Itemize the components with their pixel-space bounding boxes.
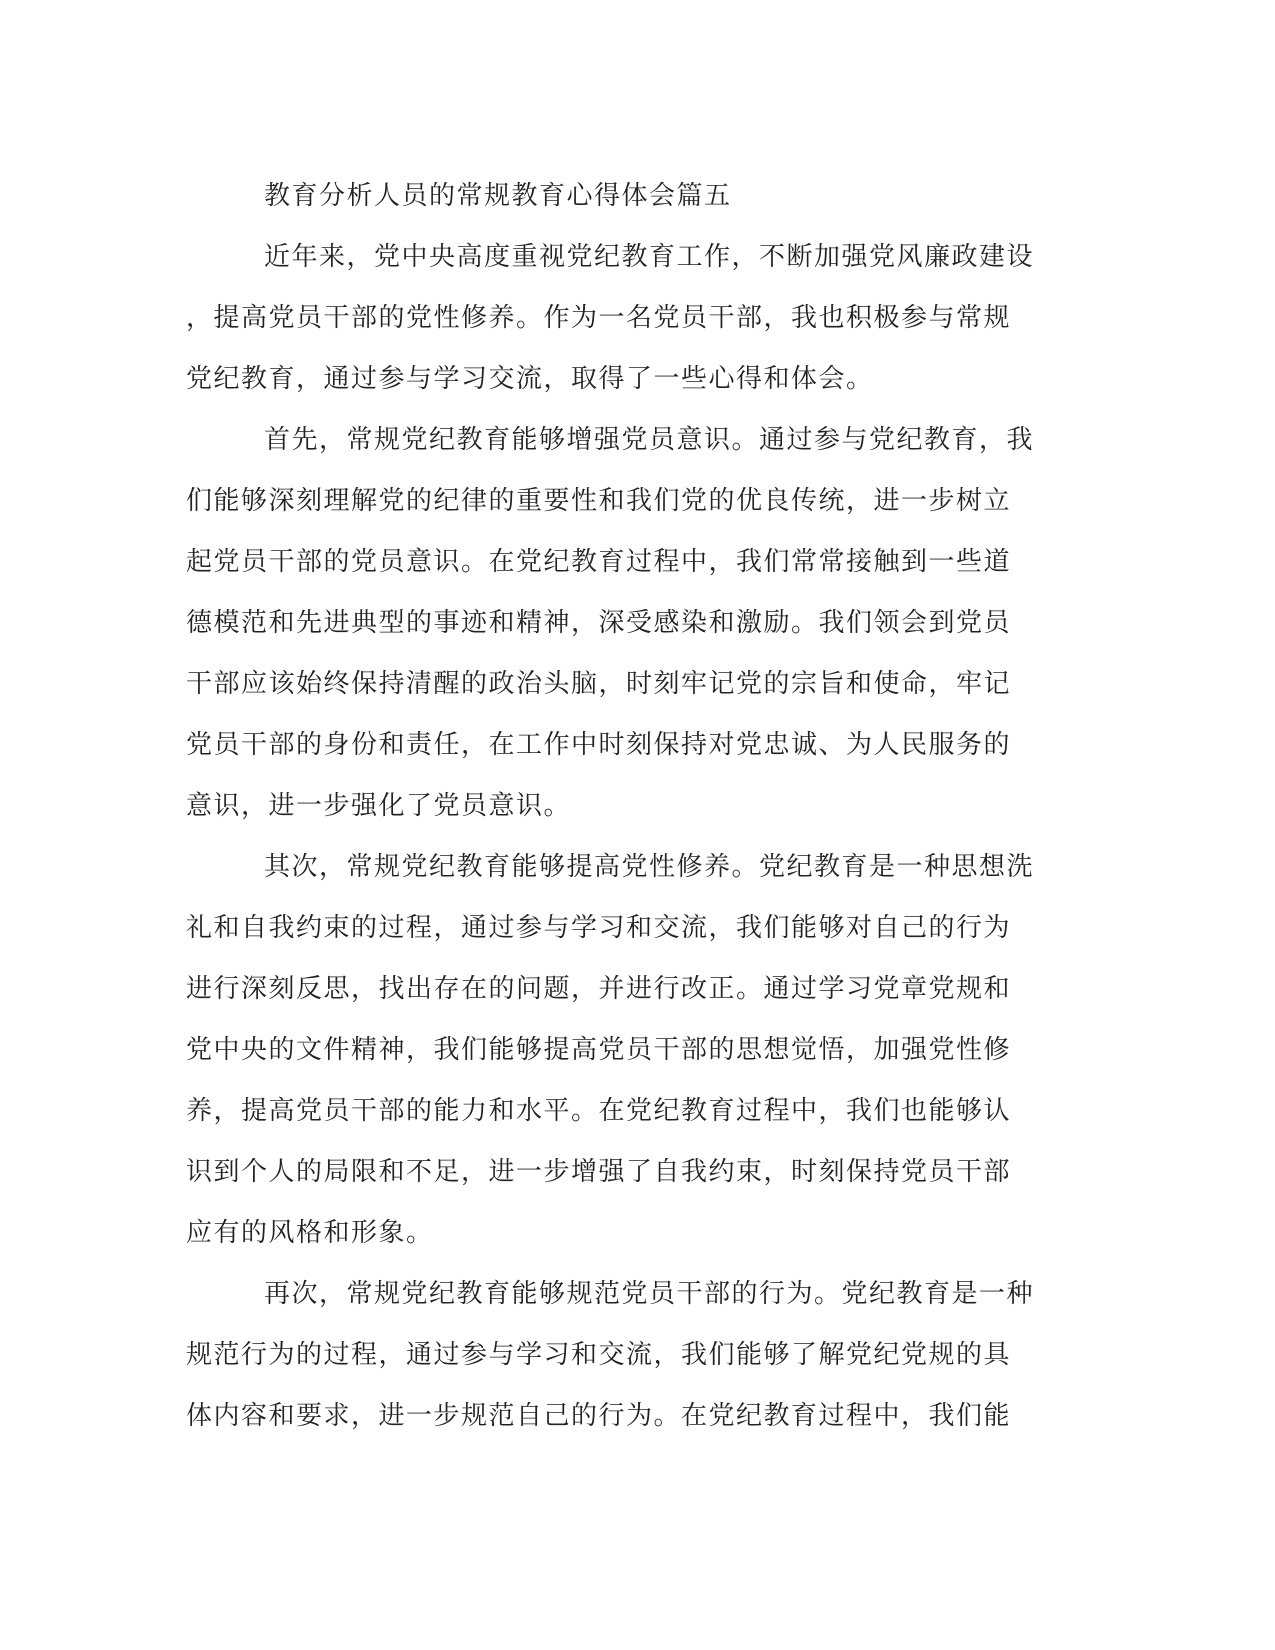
text-line: 干部应该始终保持清醒的政治头脑，时刻牢记党的宗旨和使命，牢记 (186, 669, 1012, 699)
text-line: 规范行为的过程，通过参与学习和交流，我们能够了解党纪党规的具 (186, 1340, 1012, 1370)
paragraph-2 (186, 410, 1076, 837)
text-line: 体内容和要求，进一步规范自己的行为。在党纪教育过程中，我们能 (186, 1401, 1012, 1431)
text-line: 识到个人的局限和不足，进一步增强了自我约束，时刻保持党员干部 (186, 1157, 1012, 1187)
text-line: 进行深刻反思，找出存在的问题，并进行改正。通过学习党章党规和 (186, 974, 1012, 1004)
text-line: ，提高党员干部的党性修养。作为一名党员干部，我也积极参与常规 (186, 303, 1012, 333)
paragraph-3 (186, 837, 1076, 1264)
text-line: 党员干部的身份和责任，在工作中时刻保持对党忠诚、为人民服务的 (186, 730, 1012, 760)
text-line: 近年来，党中央高度重视党纪教育工作，不断加强党风廉政建设 (264, 242, 1035, 272)
paragraph-1 (186, 227, 1076, 410)
paragraph-4 (186, 1264, 1076, 1447)
document-body (186, 166, 1076, 1447)
text-line: 起党员干部的党员意识。在党纪教育过程中，我们常常接触到一些道 (186, 547, 1012, 577)
text-line: 意识，进一步强化了党员意识。 (186, 791, 572, 821)
text-line: 德模范和先进典型的事迹和精神，深受感染和激励。我们领会到党员 (186, 608, 1012, 638)
text-line: 党纪教育，通过参与学习交流，取得了一些心得和体会。 (186, 364, 874, 394)
text-line: 礼和自我约束的过程，通过参与学习和交流，我们能够对自己的行为 (186, 913, 1012, 943)
text-line: 再次，常规党纪教育能够规范党员干部的行为。党纪教育是一种 (264, 1279, 1035, 1309)
text-line: 其次，常规党纪教育能够提高党性修养。党纪教育是一种思想洗 (264, 852, 1035, 882)
text-line: 党中央的文件精神，我们能够提高党员干部的思想觉悟，加强党性修 (186, 1035, 1012, 1065)
text-line: 首先，常规党纪教育能够增强党员意识。通过参与党纪教育，我 (264, 425, 1035, 455)
text-line: 们能够深刻理解党的纪律的重要性和我们党的优良传统，进一步树立 (186, 486, 1012, 516)
text-line: 应有的风格和形象。 (186, 1218, 434, 1248)
document-title: 教育分析人员的常规教育心得体会篇五 (264, 181, 732, 211)
text-line: 养，提高党员干部的能力和水平。在党纪教育过程中，我们也能够认 (186, 1096, 1012, 1126)
